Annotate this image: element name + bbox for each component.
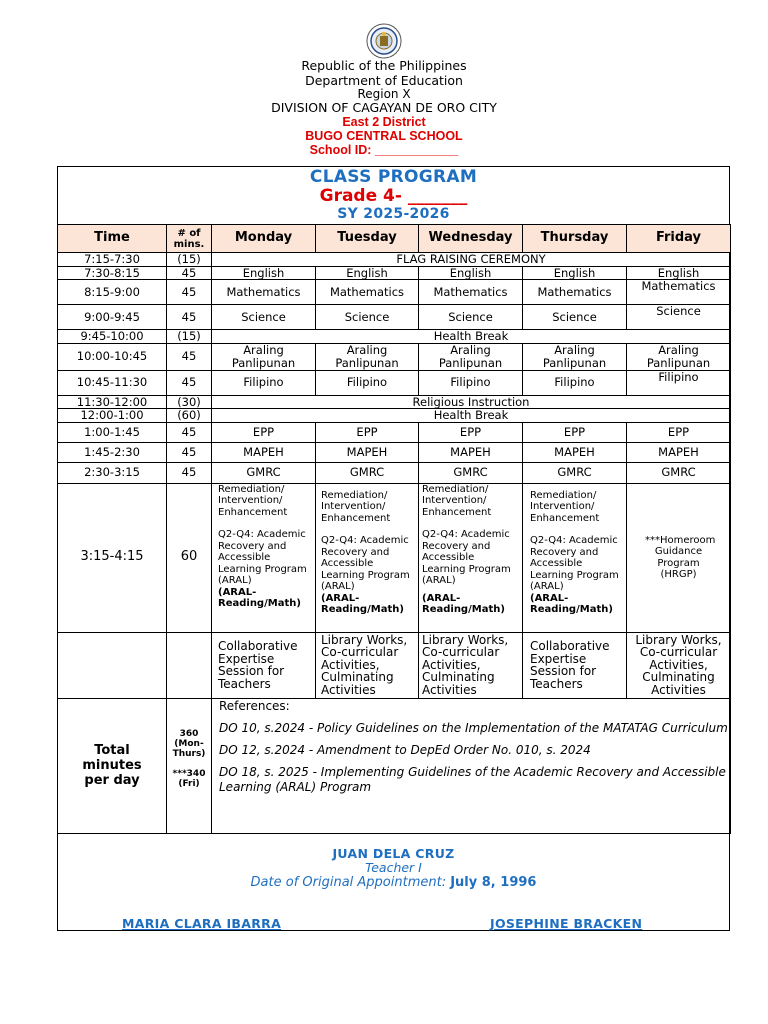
time-cell: 12:00-1:00 xyxy=(58,409,167,423)
subject-cell: MAPEH xyxy=(212,442,316,462)
time-cell: 3:15-4:15 xyxy=(58,483,167,632)
deped-seal-icon xyxy=(366,23,402,59)
header-division: DIVISION OF CAGAYAN DE ORO CITY xyxy=(271,100,497,115)
header-district: East 2 District xyxy=(342,115,426,129)
subject-cell: Science xyxy=(212,305,316,330)
subject-cell: Science xyxy=(316,305,419,330)
subject-cell: Araling Panlipunan xyxy=(419,343,523,370)
aral-cell-thursday xyxy=(523,483,627,632)
teacher-position: Teacher I xyxy=(365,860,422,875)
header-school: BUGO CENTRAL SCHOOL xyxy=(305,129,463,143)
table-row xyxy=(58,266,731,280)
table-header-row xyxy=(58,225,731,253)
reference-item: DO 10, s.2024 - Policy Guidelines on the Implementation of the MATATAG Curriculum xyxy=(219,720,728,735)
time-cell: 7:30-8:15 xyxy=(58,266,167,280)
table-row xyxy=(58,330,731,344)
table-row xyxy=(58,395,731,409)
col-header-time: Time xyxy=(58,225,167,253)
hrgp-cell-friday: ***Homeroom Guidance Program (HRGP) xyxy=(627,483,731,632)
mins-cell: 45 xyxy=(167,305,212,330)
mins-cell: (15) xyxy=(167,330,212,344)
activity-cell: Library Works, Co-curricular Activities, Culminating Activities xyxy=(419,632,523,698)
table-row-aral xyxy=(58,483,731,632)
subject-cell: Mathematics xyxy=(523,280,627,305)
time-cell: 1:00-1:45 xyxy=(58,422,167,442)
table-row xyxy=(58,343,731,370)
table-row xyxy=(58,305,731,330)
subject-cell: EPP xyxy=(212,422,316,442)
mins-cell: 45 xyxy=(167,462,212,483)
time-cell: 10:45-11:30 xyxy=(58,370,167,395)
subject-cell: MAPEH xyxy=(419,442,523,462)
subject-cell: Araling Panlipunan xyxy=(523,343,627,370)
table-row xyxy=(58,442,731,462)
aral-cell-wednesday xyxy=(419,483,523,632)
aral-focus-text: (ARAL-Reading/Math) xyxy=(321,592,404,615)
aral-program-text: Q2-Q4: Academic Recovery and Accessible Learning Program (ARAL) xyxy=(422,529,511,586)
header-republic: Republic of the Philippines xyxy=(301,58,467,73)
subject-cell: MAPEH xyxy=(627,442,731,462)
aral-focus-text: (ARAL-Reading/Math) xyxy=(530,592,613,615)
subject-cell: Filipino xyxy=(523,370,627,395)
activity-cell: Library Works, Co-curricular Activities, Culminating Activities xyxy=(316,632,419,698)
aral-remediation-text: Remediation/ Intervention/ Enhancement xyxy=(321,489,391,524)
subject-cell: EPP xyxy=(523,422,627,442)
aral-remediation-text: Remediation/ Intervention/ Enhancement xyxy=(422,483,492,518)
mins-cell: (60) xyxy=(167,409,212,423)
subject-cell: GMRC xyxy=(419,462,523,483)
table-row xyxy=(58,462,731,483)
subject-cell: Filipino xyxy=(212,370,316,395)
subject-cell: EPP xyxy=(419,422,523,442)
time-cell: 9:45-10:00 xyxy=(58,330,167,344)
mins-cell: 45 xyxy=(167,370,212,395)
time-cell: 7:15-7:30 xyxy=(58,253,167,267)
subject-cell: English xyxy=(419,266,523,280)
appointment-date: July 8, 1996 xyxy=(450,875,537,890)
aral-remediation-text: Remediation/ Intervention/ Enhancement xyxy=(530,489,600,524)
table-row-activities xyxy=(58,632,731,698)
subject-cell: MAPEH xyxy=(316,442,419,462)
header-school-id: School ID: ____________ xyxy=(309,143,459,157)
subject-cell: Science xyxy=(419,305,523,330)
activity-cell: Library Works, Co-curricular Activities, Culminating Activities xyxy=(627,632,731,698)
religious-instruction-cell: Religious Instruction xyxy=(212,395,731,409)
subject-cell: English xyxy=(212,266,316,280)
subject-cell: EPP xyxy=(627,422,731,442)
aral-cell-monday xyxy=(212,483,316,632)
subject-cell: Science xyxy=(523,305,627,330)
reference-item: DO 12, s.2024 - Amendment to DepEd Order No. 010, s. 2024 xyxy=(219,742,591,757)
table-row xyxy=(58,370,731,395)
mins-cell: 60 xyxy=(167,483,212,632)
table-row-total xyxy=(58,698,731,833)
aral-focus-text: (ARAL-Reading/Math) xyxy=(218,586,301,609)
subject-cell: Filipino xyxy=(316,370,419,395)
subject-cell: English xyxy=(627,266,731,280)
subject-cell: Mathematics xyxy=(212,280,316,305)
references-cell xyxy=(212,698,731,833)
subject-cell: Science xyxy=(627,305,731,330)
subject-cell: Araling Panlipunan xyxy=(212,343,316,370)
col-header-monday: Monday xyxy=(212,225,316,253)
total-minutes-value xyxy=(167,698,212,833)
program-title: CLASS PROGRAM xyxy=(309,167,478,187)
header-region: Region X xyxy=(357,87,411,101)
teacher-name: JUAN DELA CRUZ xyxy=(332,846,455,861)
time-cell: 9:00-9:45 xyxy=(58,305,167,330)
subject-cell: Mathematics xyxy=(627,280,731,305)
subject-cell: Mathematics xyxy=(419,280,523,305)
mins-cell-empty xyxy=(167,632,212,698)
aral-program-text: Q2-Q4: Academic Recovery and Accessible Learning Program (ARAL) xyxy=(218,529,307,586)
subject-cell: GMRC xyxy=(212,462,316,483)
health-break-cell: Health Break xyxy=(212,409,731,423)
references-title: References: xyxy=(219,698,290,713)
aral-cell-tuesday xyxy=(316,483,419,632)
subject-cell: Filipino xyxy=(419,370,523,395)
col-header-wednesday: Wednesday xyxy=(419,225,523,253)
time-cell: 1:45-2:30 xyxy=(58,442,167,462)
subject-cell: English xyxy=(316,266,419,280)
aral-remediation-text: Remediation/ Intervention/ Enhancement xyxy=(218,483,288,518)
subject-cell: MAPEH xyxy=(523,442,627,462)
subject-cell: Araling Panlipunan xyxy=(316,343,419,370)
col-header-tuesday: Tuesday xyxy=(316,225,419,253)
subject-cell: GMRC xyxy=(627,462,731,483)
time-cell: 11:30-12:00 xyxy=(58,395,167,409)
subject-cell: EPP xyxy=(316,422,419,442)
table-row xyxy=(58,422,731,442)
aral-program-text: Q2-Q4: Academic Recovery and Accessible Learning Program (ARAL) xyxy=(530,535,619,592)
appointment-label: Date of Original Appointment: xyxy=(250,875,447,890)
col-header-mins: # of mins. xyxy=(167,225,212,253)
subject-cell: GMRC xyxy=(316,462,419,483)
time-cell-empty xyxy=(58,632,167,698)
signatory-right-name: JOSEPHINE BRACKEN xyxy=(490,916,643,931)
mins-cell: (30) xyxy=(167,395,212,409)
mins-cell: (15) xyxy=(167,253,212,267)
col-header-thursday: Thursday xyxy=(523,225,627,253)
subject-cell: Filipino xyxy=(627,370,731,395)
subject-cell: Mathematics xyxy=(316,280,419,305)
activity-cell: Collaborative Expertise Session for Teachers xyxy=(523,632,627,698)
mins-cell: 45 xyxy=(167,266,212,280)
table-row xyxy=(58,409,731,423)
time-cell: 8:15-9:00 xyxy=(58,280,167,305)
flag-ceremony-cell: FLAG RAISING CEREMONY xyxy=(212,253,731,267)
total-fri: ***340 (Fri) xyxy=(172,768,206,789)
schedule-table xyxy=(57,224,731,834)
total-minutes-label: Total minutes per day xyxy=(58,698,167,833)
subject-cell: English xyxy=(523,266,627,280)
mins-cell: 45 xyxy=(167,442,212,462)
health-break-cell: Health Break xyxy=(212,330,731,344)
appointment-line xyxy=(57,875,730,890)
mins-cell: 45 xyxy=(167,280,212,305)
mins-cell: 45 xyxy=(167,343,212,370)
table-row xyxy=(58,253,731,267)
activity-cell: Collaborative Expertise Session for Teachers xyxy=(212,632,316,698)
total-mon-thurs: 360 (Mon-Thurs) xyxy=(172,728,206,759)
subject-cell: Araling Panlipunan xyxy=(627,343,731,370)
aral-focus-text: (ARAL-Reading/Math) xyxy=(422,592,505,615)
aral-program-text: Q2-Q4: Academic Recovery and Accessible Learning Program (ARAL) xyxy=(321,535,410,592)
table-row xyxy=(58,280,731,305)
school-year: SY 2025-2026 xyxy=(337,206,450,222)
mins-cell: 45 xyxy=(167,422,212,442)
grade-label: Grade 4- _______ xyxy=(319,186,468,206)
time-cell: 2:30-3:15 xyxy=(58,462,167,483)
subject-cell: GMRC xyxy=(523,462,627,483)
reference-item: DO 18, s. 2025 - Implementing Guidelines of the Academic Recovery and Accessible Learning (ARAL) Program xyxy=(219,764,726,794)
time-cell: 10:00-10:45 xyxy=(58,343,167,370)
signatory-left-name: MARIA CLARA IBARRA xyxy=(122,916,282,931)
header-department: Department of Education xyxy=(305,73,463,88)
col-header-friday: Friday xyxy=(627,225,731,253)
